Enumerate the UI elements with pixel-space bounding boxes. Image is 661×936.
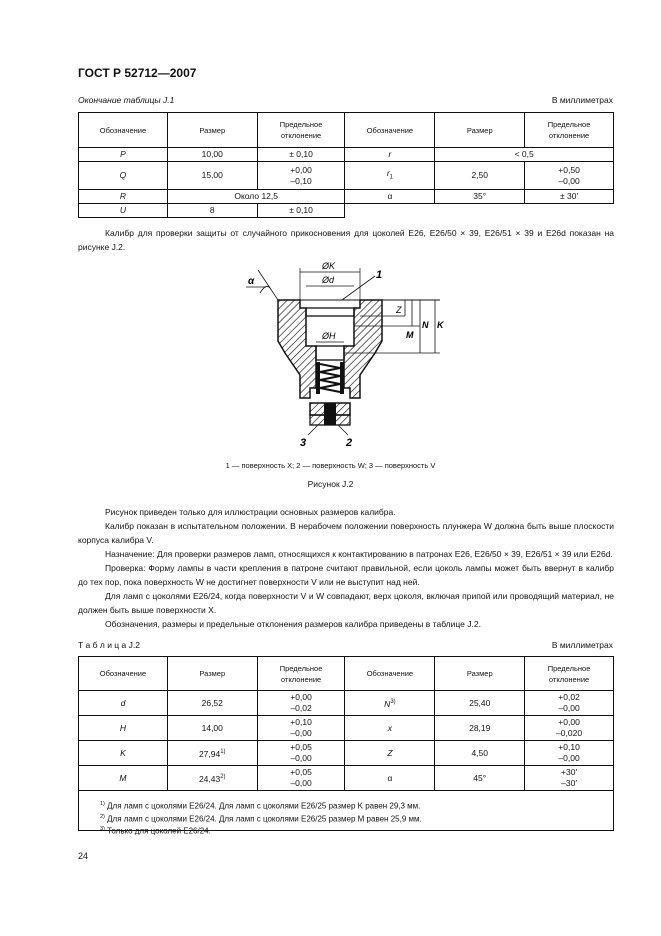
table-header-row: [79, 657, 614, 691]
cell-symbol: U: [79, 204, 168, 218]
cell-symbol: α: [345, 190, 435, 204]
cell-deviation: +0,00 –0,10: [257, 162, 345, 190]
cell-symbol: r: [345, 148, 435, 162]
footnote: $^{2)}$ Для ламп с цоколями E26/24. Для ламп с цоколями E26/25 размер M равен 25,9 мм.: [100, 813, 422, 824]
table-notes: [78, 799, 613, 837]
col-header: Обозначение: [345, 657, 435, 691]
col-header: Предельное отклонение: [525, 657, 614, 691]
cell-size: 2,50: [435, 162, 525, 190]
table-row: H 14,00 +0,10 –0,00 x 28,19 +0,00 –0,020: [79, 716, 614, 741]
table-j2-caption: Т а б л и ц а J.2: [78, 640, 140, 650]
table-row: M 24,43$^{2)}$ +0,05 –0,00 α 45° +30′ –30′: [79, 766, 614, 791]
table-row: [79, 148, 614, 162]
col-header: Размер: [167, 113, 257, 148]
paragraph: Обозначения, размеры и предельные отклонения размеров калибра приведены в таблице J.2.: [105, 619, 481, 629]
gauge-drawing: [230, 258, 460, 458]
cell-size: 15,00: [167, 162, 257, 190]
label-alpha: α: [248, 276, 255, 287]
spring-guide-right: [340, 362, 344, 394]
col-header: Размер: [167, 657, 257, 691]
label-dk: ØK: [322, 261, 336, 271]
gauge-cavity: [306, 308, 354, 316]
callout-3: 3: [300, 437, 307, 449]
col-header: Обозначение: [79, 657, 168, 691]
col-header: Размер: [435, 113, 525, 148]
table-j2-units: В миллиметрах: [551, 640, 613, 650]
col-header: Предельное отклонение: [257, 113, 345, 148]
figure-caption: Рисунок J.2: [307, 479, 354, 489]
paragraph: Для ламп с цоколями E26/24, когда поверхности V и W совпадают, верх цоколя, включая припой или проводящий материал, не должен быть выше поверхности X.: [78, 591, 614, 615]
gauge-body-left: [278, 300, 316, 398]
cell-symbol: P: [79, 148, 168, 162]
label-n: N: [422, 320, 429, 330]
cell-value: < 0,5: [435, 148, 614, 162]
paragraph: Назначение: Для проверки размеров ламп, относящихся к контактированию в патронах E26, E26/50 × 39, E26/51 × 39 или E26d.: [105, 549, 613, 559]
cell-size: 10,00: [167, 148, 257, 162]
paragraph: Рисунок приведен только для иллюстрации основных размеров калибра.: [105, 507, 396, 517]
table-row: d 26,52 +0,00 –0,02 $N^{3)}$ 25,40 +0,02 –0,00: [79, 691, 614, 716]
cell-deviation: +0,50 –0,00: [525, 162, 614, 190]
cell-deviation: ± 0,10: [257, 204, 345, 218]
gauge-spring: [320, 364, 340, 392]
col-header: Предельное отклонение: [525, 113, 614, 148]
callout-2: 2: [346, 437, 353, 449]
table-j1-caption: Окончание таблицы J.1: [78, 95, 175, 105]
footnote: $^{1)}$ Для ламп с цоколями E26/24. Для ламп с цоколями E26/25 размер K равен 29,3 мм.: [100, 801, 421, 811]
label-m: M: [406, 330, 414, 340]
cell-size: 35°: [435, 190, 525, 204]
spring-guide-left: [316, 362, 320, 394]
body-text: [78, 505, 614, 631]
col-header: Предельное отклонение: [257, 657, 345, 691]
col-header: Размер: [435, 657, 525, 691]
paragraph: Проверка: Форму лампы в части крепления в патроне считают правильной, если цоколь лампы может быть ввернут в калибр до тех пор, пока поверхность W не достигнет поверхности V или не выступит над ней.: [78, 563, 614, 587]
figure-legend: 1 — поверхность X; 2 — поверхность W; 3 — поверхность V: [225, 461, 436, 470]
callout-1: 1: [376, 269, 383, 281]
col-header: Обозначение: [345, 113, 435, 148]
document-header: ГОСТ Р 52712—2007: [78, 66, 197, 80]
cell-deviation: ± 0,10: [257, 148, 345, 162]
table-j1-units: В миллиметрах: [551, 95, 613, 105]
cell-deviation: ± 30′: [525, 190, 614, 204]
cell-size: Около 12,5: [167, 190, 345, 204]
cell-symbol: Q: [79, 162, 168, 190]
gauge-base: [310, 415, 350, 425]
paragraph: Калибр показан в испытательном положении. В нерабочем положении поверхность плунжера W должна быть выше плоскости корпуса калибра V.: [78, 521, 614, 545]
col-header: Обозначение: [79, 113, 168, 148]
gauge-plunger: [316, 346, 344, 360]
label-dd: Ød: [322, 275, 335, 285]
cell-size: 8: [167, 204, 257, 218]
intro-paragraph: Калибр для проверки защиты от случайного прикосновения для цоколей E26, E26/50 × 39, E26/51 × 39 и E26d показан на рисунке J.2.: [78, 228, 614, 252]
table-row: [79, 204, 614, 218]
table-row: [79, 162, 614, 190]
gauge-body-right: [344, 300, 382, 398]
table-j1: [78, 112, 614, 218]
label-dh: ØH: [322, 331, 336, 341]
cell-symbol: R: [79, 190, 168, 204]
label-z: Z: [396, 305, 402, 315]
label-k: K: [437, 320, 444, 330]
cell-symbol: $r_1$: [345, 162, 435, 190]
table-row: K 27,94$^{1)}$ +0,05 –0,00 Z 4,50 +0,10 –0,00: [79, 741, 614, 766]
page-number: 24: [78, 851, 89, 861]
table-header-row: [79, 113, 614, 148]
footnote: $^{3)}$ Только для цоколей E26/24.: [100, 826, 211, 836]
table-row: [79, 190, 614, 204]
